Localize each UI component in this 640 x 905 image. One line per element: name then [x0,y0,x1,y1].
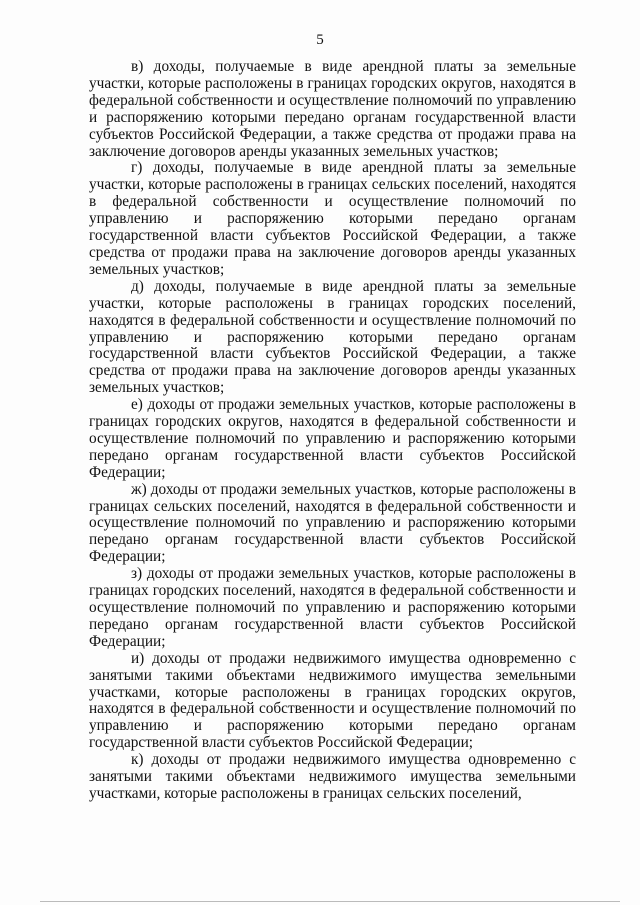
paragraph-k: к) доходы от продажи недвижимого имущества одновременно с занятыми такими объектами недвижимого имущества земельными участками, которые расположены в границах сельских поселений, [89,751,576,802]
paragraph-zh: ж) доходы от продажи земельных участков, которые расположены в границах сельских поселений, находятся в федеральной собственности и осуществление полномочий по управлению и распоряжению которыми передано органам государственной власти субъектов Российской Федерации; [89,480,576,566]
page-bottom-edge [40,901,620,905]
paragraph-z: з) доходы от продажи земельных участков, которые расположены в границах городских поселений, находятся в федеральной собственности и осуществление полномочий по управлению и распоряжению которыми передано органам государственной власти субъектов Российской Федерации; [89,565,576,650]
page-number: 5 [316,32,324,48]
paragraph-d: д) доходы, получаемые в виде арендной платы за земельные участки, которые расположены в границах городских поселений, находятся в федеральной собственности и осуществление полномочий по управлению и распоряжению которыми передано органам государственной власти субъектов Российской Федерации, а также средства от продажи права на заключение договоров аренды указанных земельных участков; [89,277,576,397]
paragraph-e: е) доходы от продажи земельных участков, которые расположены в границах городских округов, находятся в федеральной собственности и осуществление полномочий по управлению и распоряжению которыми передано органам государственной власти субъектов Российской Федерации; [89,396,576,481]
document-body [89,59,576,803]
paragraph-v: в) доходы, получаемые в виде арендной платы за земельные участки, которые расположены в границах городских округов, находятся в федеральной собственности и осуществление полномочий по управлению и распоряжению которыми передано органам государственной власти субъектов Российской Федерации, а также средства от продажи права на заключение договоров аренды указанных земельных участков; [89,58,576,160]
paragraph-i: и) доходы от продажи недвижимого имущества одновременно с занятыми такими объектами недвижимого имущества земельными участками, которые расположены в границах городских округов, находятся в федеральной собственности и осуществление полномочий по управлению и распоряжению которыми передано органам государственной власти субъектов Российской Федерации; [89,649,576,752]
paragraph-g: г) доходы, получаемые в виде арендной платы за земельные участки, которые расположены в границах сельских поселений, находятся в федеральной собственности и осуществление полномочий по управлению и распоряжению которыми передано органам государственной власти субъектов Российской Федерации, а также средства от продажи права на заключение договоров аренды указанных земельных участков; [89,159,576,278]
